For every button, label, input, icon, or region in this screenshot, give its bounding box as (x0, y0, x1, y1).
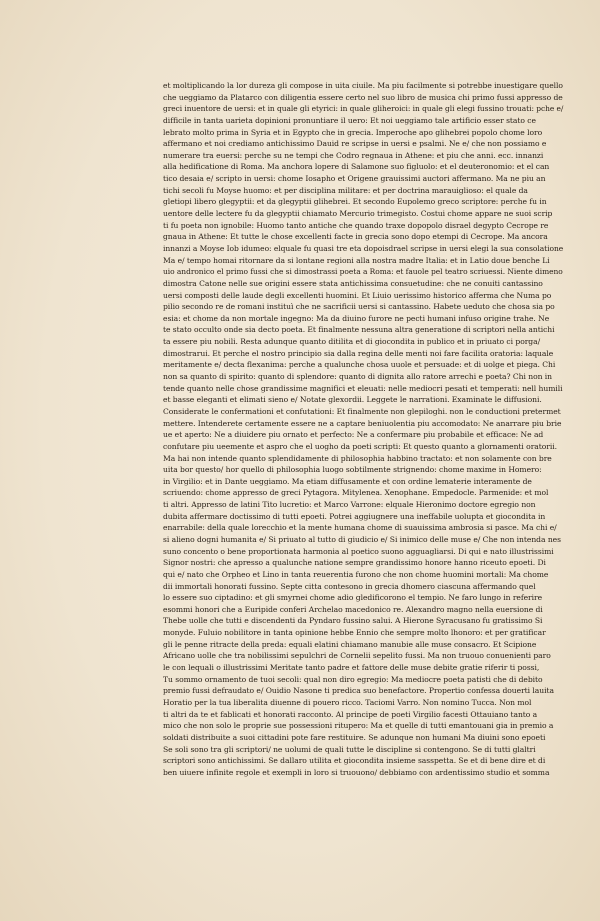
text-line: dii immortali honorati fussino. Septe citta contesono in grecia dhomero ciascuna affermando quel (163, 581, 536, 591)
text-line: meritamente e/ decta flexanima: perche a qualunche chosa uuole et persuade: et di uolge et piega. Chi (163, 360, 556, 370)
text-line: mettere. Intenderete certamente essere ne a captare beniuolentia piu accomodato: Ne anarrare piu brie (163, 418, 562, 428)
text-line: enarrabile: della quale lorecchio et la mente humana chome di suauissima ambrosia si pasce. Ma chi e/ (163, 523, 557, 533)
text-line: tichi secoli fu Moyse huomo: et per disciplina militare: et per doctrina marauiglioso: el quale da (163, 185, 528, 195)
text-line: tico desaia e/ scripto in uersi: chome Iosapho et Origene grauissimi auctori affermano. Ma ne piu an (163, 174, 546, 184)
text-line: lo essere suo ciptadino: et gli smyrnei chome adio gledificorono el tempio. Ne faro lungo in referire (163, 593, 543, 603)
text-line: non sa quanto di spirito: quanto di splendore: quanto di dignita allo ratore arrechi e poeta? Chi non in (163, 372, 553, 382)
text-line: qui e/ nato che Orpheo et Lino in tanta reuerentia furono che non chome huomini mortali: Ma chome (163, 569, 549, 579)
text-line: Horatio per la tua liberalita diuenne di pouero ricco. Taciomi Varro. Non nomino Tucca. Non mol (163, 697, 532, 707)
text-line: uita bor questo/ hor quello di philosophia luogo sobtilmente strignendo: chome maxime in Homero: (163, 465, 542, 475)
text-line: alla hedificatione di Roma. Ma anchora lopere di Salamone suo figluolo: et el deuteronomio: et el can (163, 162, 550, 172)
text-line: uersi composti delle laude degli excellenti huomini. Et Liuio uerissimo historico afferma che Numa po (163, 290, 552, 300)
text-line: Considerate le confermationi et confutationi: Et finalmente non glepiloghi. non le conductioni pretermet (163, 406, 561, 416)
text-line: ue et aperto: Ne a diuidere piu ornato et perfecto: Ne a confermare piu probabile et efficace: Ne ad (163, 430, 544, 440)
text-line: ta essere piu nobili. Resta adunque quanto ditilita et di giocondita in publico et in priuato ci porga/ (163, 337, 541, 347)
text-line: numerare tra euersi: perche su ne tempi che Codro regnaua in Athene: et piu che anni. ecc. innanzi (163, 150, 544, 160)
text-line: ben uiuere infinite regole et exempli in loro si truouono/ debbiamo con ardentissimo studio et somma (163, 767, 550, 777)
text-line: ti altri. Appresso de latini Tito lucretio: et Marco Varrone: elquale Hieronimo doctore egregio non (163, 500, 536, 510)
text-line: soldati distribuite a suoi cittadini pote fare restituire. Se adunque non humani Ma diuini sono epoeti (163, 732, 546, 742)
text-line: tende quanto nelle chose grandissime magnifici et eleuati: nelle mediocri pesati et temperati: nell humili (163, 383, 563, 393)
text-line: uio andronico el primo fussi che si dimostrassi poeta a Roma: et fauole pel teatro scriuessi. Niente dimeno (163, 267, 563, 277)
text-line: scriuendo: chome appresso de greci Pytagora. Mitylenea. Xenophane. Empedocle. Parmenide: et mol (163, 488, 549, 498)
text-line: Ma e/ tempo homai ritornare da si lontane regioni alla nostra madre Italia: et in Latio doue benche Li (163, 255, 550, 265)
text-line: dubita affermare doctissimo di tutti epoeti. Potrei aggiugnere una ineffabile uolupta et giocondita in (163, 511, 546, 521)
text-line: esommi honori che a Euripide conferi Archelao macedonico re. Alexandro magno nella euersione di (163, 604, 543, 614)
text-line: ti fu poeta non ignobile: Huomo tanto antiche che quando traxe dopopolo disrael degypto Cecrope re (163, 220, 549, 230)
text-line: le con lequali o illustrissimi Meritate tanto padre et fattore delle muse debite gratie riferir ti possi, (163, 663, 540, 673)
text-line: lebrato molto prima in Syria et in Egypto che in grecia. Imperoche apo glihebrei popolo chome loro (163, 127, 543, 137)
text-line: monyde. Fuluio nobilitore in tanta opinione hebbe Ennio che sempre molto lhonoro: et per gratificar (163, 628, 546, 638)
text-line: Thebe uolle che tutti e discendenti da Pyndaro fussino salui. A Hierone Syracusano fu gratissimo Si (163, 616, 543, 626)
text-line: ti altri da te et fablicati et honorati racconto. Al principe de poeti Virgilio facesti Ottauiano tanto a (163, 709, 538, 719)
text-line: gnaua in Athene: Et tutte le chose excellenti facte in grecia sono dopo etempi di Cecrope. Ma ancora (163, 232, 548, 242)
text-line: et moltiplicando la lor dureza gli compose in uita ciuile. Ma piu facilmente si potrebbe inuestigare quello (163, 81, 563, 90)
text-line: uentore delle lectere fu da glegyptii chiamato Mercurio trimegisto. Costui chome appare ne suoi scrip (163, 209, 553, 219)
text-line: dimostrarui. Et perche el nostro principio sia dalla regina delle menti noi fare facilita oratoria: laquale (163, 348, 554, 358)
text-line: Ma hai non intende quanto splendidamente di philosophia habbino tractato: et non solamente con bre (163, 453, 552, 463)
text-line: affermano et noi crediamo antichissimo Dauid re scripse in uersi e psalmi. Ne e/ che non possiamo e (163, 139, 547, 149)
text-line: in Virgilio: et in Dante ueggiamo. Ma etiam diffusamente et con ordine lematerie interamente de (163, 476, 532, 486)
text-column (163, 80, 563, 778)
text-line: premio fussi defraudato e/ Ouidio Nasone ti predica suo benefactore. Propertio confessa douerti lauita (163, 686, 554, 696)
text-line: difficile in tanta uarieta dopinioni pronuntiare il uero: Et noi ueggiamo tale artificio esser stato ce (163, 115, 536, 125)
text-line: mico che non solo le proprie sue possessioni ritupero: Ma et quelle di tutti emantouani gia in premio a (163, 721, 554, 731)
text-line: et basse eleganti et elimati sieno e/ Notate glexordii. Leggete le narrationi. Examinate le diffusioni. (163, 395, 542, 405)
text-line: innanzi a Moyse Iob idumeo: elquale fu quasi tre eta dopoisdrael scripse in uersi elegi la sua consolatione (163, 243, 564, 253)
text-line: esia: et chome da non mortale ingegno: Ma da diuino furore ne pecti humani infuso origine trahe. Ne (163, 313, 550, 323)
text-line: Se soli sono tra gli scriptori/ ne uolumi de quali tutte le discipline si contengono. Se di tutti glaltri (163, 744, 536, 754)
text-line: pilio secondo re de romani instituì che ne sacrificii uersi si cantassino. Habete ueduto che chosa sia po (163, 302, 555, 312)
text-line: che ueggiamo da Platarco con diligentia essere certo nel suo libro de musica chi primo fussi appresso de (163, 92, 563, 102)
text-line: Africano uolle che tra nobilissimi sepulchri de Cornelii sepelito fussi. Ma non truouo conuenienti paro (163, 651, 551, 661)
text-line: Signor nostri: che apresso a qualunche natione sempre grandissimo honore hanno riceuto epoeti. Di (163, 558, 546, 568)
text-line: Tu sommo ornamento de tuoi secoli: qual non diro egregio: Ma mediocre poeta patisti che di debito (163, 674, 543, 684)
text-line: gletiopi libero glegyptii: et da glegyptii glihebrei. Et secondo Eupolemo greco scriptore: perche fu in (163, 197, 547, 207)
text-line: si alieno dogni humanita e/ Si priuato al tutto di giudicio e/ Si inimico delle muse e/ Che non intenda nes (163, 534, 561, 544)
text-line: suno concento o bene proportionata harmonia al poetico suono agguagliarsi. Di qui e nato illustrissimi (163, 546, 554, 556)
text-line: confutare piu ueemente et aspro che el uogho da poeti scripti: Et questo quanto a glornamenti oratorii. (163, 441, 557, 451)
text-line: greci inuentore de uersi: et in quale gli etyrici: in quale gliheroici: in quale gli elegi fussino trouati: pche e/ (163, 104, 564, 114)
text-line: te stato occulto onde sia decto poeta. Et finalmente nessuna altra generatione di scriptori nella antichi (163, 325, 555, 335)
text-line: scriptori sono antichissimi. Se dallaro utilita et giocondita insieme sasspetta. Se et di bene dire et di (163, 756, 546, 766)
text-line: dimostra Catone nelle sue origini essere stata antichissima consuetudine: che ne conuiti cantassino (163, 278, 543, 288)
text-line: gli le penne ritracte della preda: equali elatini chiamano manubie alle muse consacro. Et Scipione (163, 639, 537, 649)
